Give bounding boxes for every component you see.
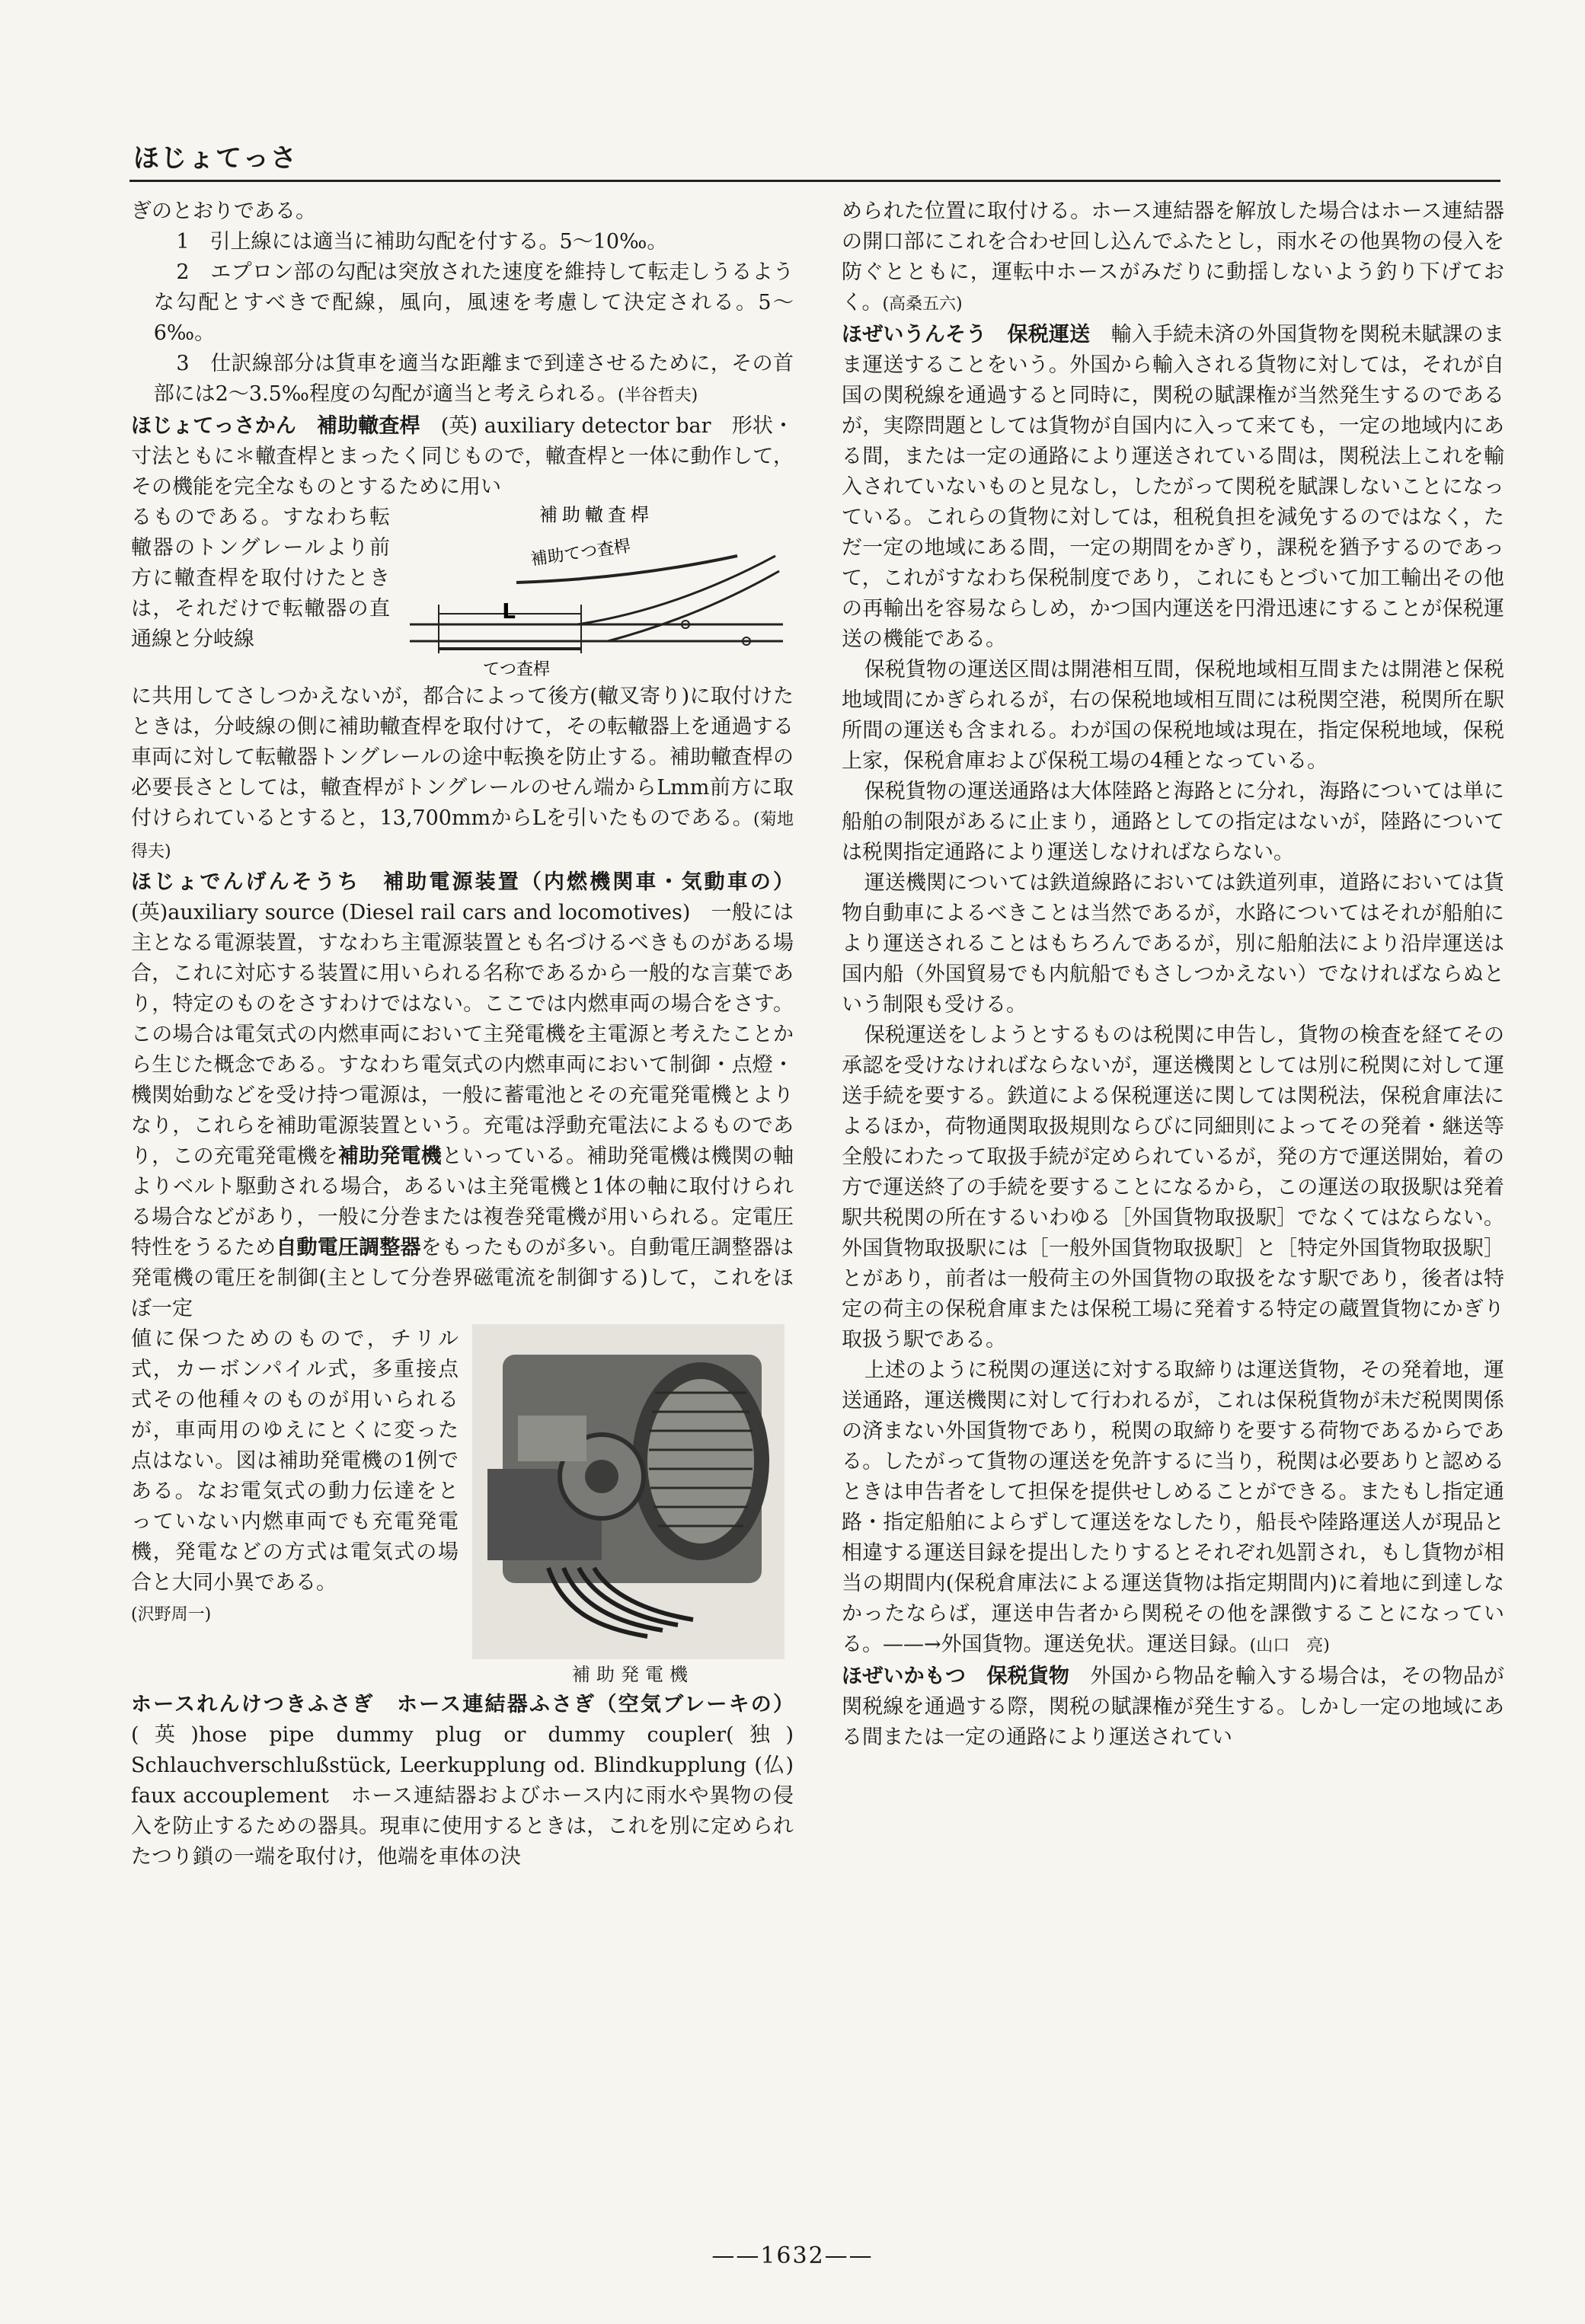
entry-text: 輸入手続未済の外国貨物を関税未賦課のまま運送することをいう。外国から輸入される貨物に対しては，それが自国の関税線を通過すると同時に，関税の賦課権が当然発生するのであるが，実際問題としては貨物が自国内に入って来ても，一定の地域内にある間，または一定の通路により運送されている間は，関税法上これを輸入されていないものと見なし，したがって関税を賦課しないことになっている。これらの貨物に対しては，租税負担を減免するのではなく，ただ一定の地域にある間，一定の期間をかぎり，課税を猶予するのであって，これがすなわち保税制度であり，これにもとづいて加工輸出その他の再輸出を容易ならしめ，かつ国内運送を円滑迅速にすることが保税運送の機能である。 [842,323,1505,651]
left-column [131,196,794,1872]
numbered-item: 1 引上線には適当に補助勾配を付する。5～10‰。 [176,230,668,254]
paragraph: 保税貨物の運送区間は開港相互間，保税地域相互間または開港と保税地域間にかぎられるが，右の保税地域相互間には税関空港，税関所在駅所間の運送も含まれる。わが国の保税地域は現在，指定保税地域，保税上家，保税倉庫および保税工場の4種となっている。 [842,658,1504,773]
numbered-item: 2 エプロン部の勾配は突放された速度を維持して転走しうるような勾配とすべきで配線，風向，風速を考慮して決定される。5～6‰。 [153,260,794,345]
dictionary-entry [842,320,1504,655]
header-rule [129,180,1500,182]
author-credit: (菊地得夫) [131,810,794,861]
bold-term: 自動電圧調整器 [276,1236,421,1259]
dictionary-entry [842,1662,1504,1753]
diagram-title: 補助轍査桿 [539,504,653,525]
author-credit: (高桑五六) [882,295,963,314]
entry-text: といっている。補助発電機は機関の軸よりベルト駆動される場合，あるいは主発電機と1体の軸に取付けられる場合などがあり，一般に分巻または複巻発電機が用いられる。定電圧特性をうるため [131,1144,794,1259]
entry-headword: ほぜいうんそう 保税運送 [842,323,1091,346]
bold-term: 補助発電機 [337,1144,442,1168]
wrapped-text [131,1324,459,1690]
entry-text: をもったものが多い。自動電圧調整器は発電機の電圧を制御(主として分巻界磁電流を制御する)して，これをほぼ一定 [131,1236,794,1320]
generator-figure [472,1324,794,1690]
paragraph [131,682,794,867]
dictionary-entry [131,411,794,503]
figure-caption: 補助発電機 [572,1664,694,1685]
author-credit: (半谷哲夫) [618,386,698,405]
paragraph: 運送機関については鉄道線路においては鉄道列車，道路においては貨物自動車によるべきことは当然であるが，水路についてはそれが船舶により運送されることはもちろんであるが，別に船舶法により沿岸運送は国内船（外国貿易でも内航船でもさしつかえない）でなければならぬという制限も受ける。 [842,871,1504,1017]
entry-text: 値に保つためのもので，チリル式，カーボンパイル式，多重接点式その他種々のものが用いられるが，車両用のゆえにとくに変った点はない。図は補助発電機の1例である。なお電気式の動力伝達をとっていない内燃車両でも充電発電機，発電などの方式は電気式の場合と大同小異である。 [131,1327,459,1595]
paragraph: ぎのとおりである。 [131,200,316,223]
diverging-rail [608,571,779,641]
generator-photo [472,1324,785,1659]
detector-bar-label: てつ査桿 [482,660,551,679]
paragraph [842,196,1504,320]
entry-text: 上述のように税関の運送に対する取締りは運送貨物，その発着地，運送通路，運送機関に対して行われるが，これは保税貨物が未だ税関関係の済まない外国貨物であり，税関の取締りを要する荷物であるからである。したがって貨物の運送を免許するに当り，税関は必要ありと認めるときは申告者をして担保を提供せしめることができる。またもし指定通路・指定船舶によらずして運送をなしたり，船長や陸路運送人が現品と相違する運送目録を提出したりするとそれぞれ処罰され，もし貨物が相当の期間内(保税倉庫法による運送貨物は指定期間内)に着地に到達しなかったならば，運送申告者から関税その他を課徴することになっている。——→外国貨物。運送免状。運送目録。 [842,1358,1504,1656]
entry-headword: ほぜいかもつ 保税貨物 [842,1665,1070,1688]
running-head: ほじょてっさ [133,143,298,174]
dictionary-entry [131,867,794,1324]
entry-text: に共用してさしつかえないが，都合によって後方(轍叉寄り)に取付けたときは，分岐線の側に補助轍査桿を取付けて，その転轍器上を通過する車両に対して転轍器トングレールの途中転換を防止する。補助轍査桿の必要長さとしては，轍査桿がトングレールのせん端からLmm前方に取付けられているとすると，13,700mmからLを引いたものである。 [131,685,794,830]
entry-text: 外国から物品を輸入する場合は，その物品が関税線を通過する際，関税の賦課権が発生する。しかし一定の地域にある間または一定の通路により運送されてい [842,1665,1505,1749]
paragraph: 保税運送をしようとするものは税関に申告し，貨物の検査を経てその承認を受けなければならないが，運送機関としては別に税関に対して運送手続を要する。鉄道による保税運送に関しては関税法，保税倉庫法によるほか，荷物通関取扱規則ならびに同細則によってその発着・継送等全般にわたって取扱手続が定められているが，発の方で運送開始，着の方で運送終了の手続を要することになるから，この運送の取扱駅は発着駅共税関の所在するいわゆる［外国貨物取扱駅］でなくてはならない。外国貨物取扱駅には［一般外国貨物取扱駅］と［特定外国貨物取扱駅］とがあり，前者は一般荷主の外国貨物の取扱をなす駅であり，後者は特定の荷主の保税倉庫または保税工場に発着する特定の蔵置貨物にかぎり取扱う駅である。 [842,1023,1504,1352]
page-number: ——1632—— [711,2243,874,2269]
track-diagram [402,503,794,682]
dictionary-entry [131,1690,794,1872]
entry-text: (英)auxiliary source (Diesel rail cars and locomotives) 一般には主となる電源装置，すなわち主電源装置とも名づけるべきものがある場合，これに対応する装置に用いられる名称であるから一般的な言葉であり，特定のものをさすわけではない。ここでは内燃車両の場合をさす。この場合は電気式の内燃車両において主発電機を主電源と考えたことから生じた概念である。すなわち電気式の内燃車両において制御・点燈・機関始動などを受け持つ電源は，一般に蓄電池とその充電発電機とよりなり，これらを補助電源装置という。充電は浮動充電法によるものであり，この充電発電機を [131,901,794,1168]
diagram-svg [402,503,791,682]
right-column [842,196,1504,1753]
entry-headword: ホースれんけつきふさぎ ホース連結器ふさぎ（空気ブレーキの） [131,1693,794,1716]
entry-headword: ほじょでんげんそうち 補助電源装置（内燃機関車・気動車の） [131,870,794,894]
aux-bar-label: 補助てつ査桿 [529,536,632,570]
author-credit: (沢野周一) [131,1605,212,1624]
numbered-item [131,349,794,411]
entry-text: められた位置に取付ける。ホース連結器を解放した場合はホース連結器の開口部にこれを合わせ回し込んでふたとし，雨水その他異物の侵入を防ぐとともに，運転中ホースがみだりに動揺しないよう釣り下げておく。 [842,200,1504,314]
dimension-label: L [502,599,516,624]
item-text: 3 仕訳線部分は貨車を適当な距離まで到達させるために，その首部には2～3.5‰程度の勾配が適当と考えられる。 [153,352,794,406]
wrapped-text: るものである。すなわち転轍器のトングレールより前方に轍査桿を取付けたときは，それだけで転轍器の直通線と分岐線 [131,506,390,651]
entry-text: (英)hose pipe dummy plug or dummy coupler(独) Schlauchverschlußstück, Leerkupplung od. Blindkupplung (仏) faux accouplement ホース連結器およびホース内に雨水や異物の侵入を防止するための器具。現車に使用するときは，これを別に定められたつり鎖の一端を取付け，他端を車体の決 [131,1723,794,1869]
paragraph [842,1355,1504,1662]
entry-headword: ほじょてっさかん 補助轍査桿 [131,414,420,438]
entry-with-figure [131,503,794,682]
entry-text: (英) auxiliary detector bar 形状・寸法ともに＊轍査桿とまったく同じもので，轍査桿と一体に動作して，その機能を完全なものとするために用い [131,414,794,499]
author-credit: (山口 亮) [1249,1636,1330,1655]
paragraph: 保税貨物の運送通路は大体陸路と海路とに分れ，海路については単に船舶の制限があるに止まり，通路としての指定はないが，陸路については税関指定通路により運送しなければならない。 [842,780,1504,864]
entry-with-photo [131,1324,794,1690]
